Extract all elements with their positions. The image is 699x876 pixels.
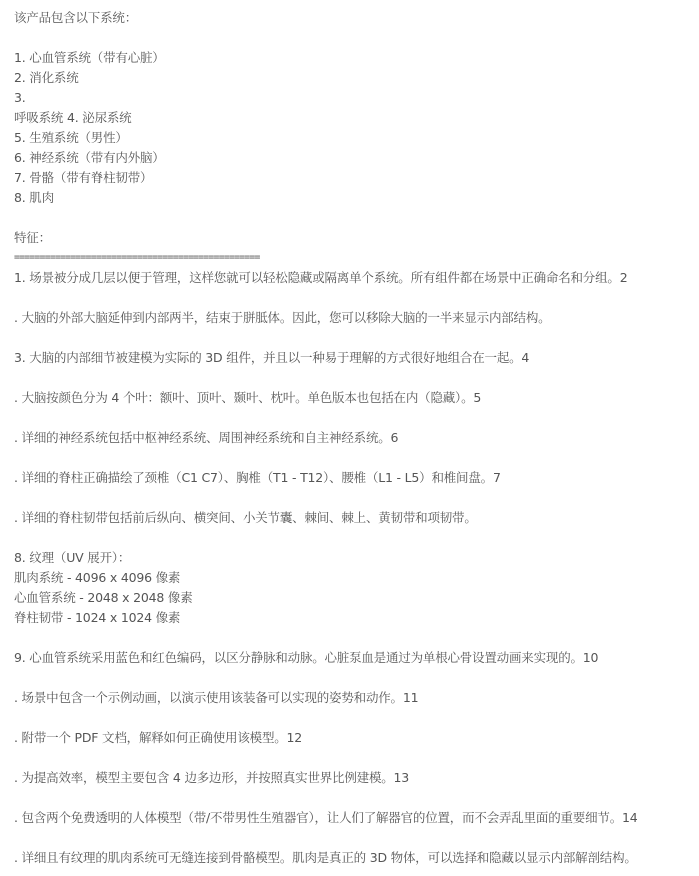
blank-line (14, 748, 694, 768)
text-line: 8. 纹理（UV 展开）： (14, 550, 131, 565)
text-line: . 附带一个 PDF 文档，解释如何正确使用该模型。12 (14, 730, 303, 745)
blank-line (14, 628, 694, 648)
text-line: 2. 消化系统 (14, 70, 79, 85)
text-line: 特征： (14, 230, 51, 245)
text-line: 6. 神经系统（带有内外脑） (14, 150, 165, 165)
text-line: . 大脑按颜色分为 4 个叶：额叶、顶叶、颞叶、枕叶。单色版本也包括在内（隐藏）。5 (14, 390, 482, 405)
blank-line (14, 28, 694, 48)
blank-line (14, 328, 694, 348)
text-line: 3. 大脑的内部细节被建模为实际的 3D 组件，并且以一种易于理解的方式很好地组合在一起。4 (14, 350, 530, 365)
blank-line (14, 408, 694, 428)
text-line: . 为提高效率，模型主要包含 4 边多边形，并按照真实世界比例建模。13 (14, 770, 410, 785)
text-line: . 场景中包含一个示例动画，以演示使用该装备可以实现的姿势和动作。11 (14, 690, 419, 705)
text-line: . 包含两个免费透明的人体模型（带/不带男性生殖器官），让人们了解器官的位置，而不会弄乱里面的重要细节。14 (14, 810, 638, 825)
text-line: 5. 生殖系统（男性） (14, 130, 128, 145)
text-line: . 详细的脊柱韧带包括前后纵向、横突间、小关节囊、棘间、棘上、黄韧带和项韧带。 (14, 510, 477, 525)
text-line: 脊柱韧带 - 1024 x 1024 像素 (14, 610, 181, 625)
text-line: 该产品包含以下系统： (14, 10, 138, 25)
blank-line (14, 488, 694, 508)
blank-line (14, 208, 694, 228)
text-line: 8. 肌肉 (14, 190, 54, 205)
text-line: 7. 骨骼（带有脊柱韧带） (14, 170, 153, 185)
blank-line (14, 368, 694, 388)
blank-line (14, 288, 694, 308)
text-line: 1. 心血管系统（带有心脏） (14, 50, 165, 65)
blank-line (14, 788, 694, 808)
text-line: . 详细且有纹理的肌肉系统可无缝连接到骨骼模型。肌肉是真正的 3D 物体，可以选择和隐藏以显示内部解剖结构。 (14, 850, 637, 865)
separator-line: ================================================ (14, 252, 260, 263)
text-line: 肌肉系统 - 4096 x 4096 像素 (14, 570, 181, 585)
blank-line (14, 528, 694, 548)
text-line: . 详细的脊柱正确描绘了颈椎（C1 C7）、胸椎（T1 - T12）、腰椎（L1 - L5）和椎间盘。7 (14, 470, 501, 485)
blank-line (14, 668, 694, 688)
text-line: 3. (14, 90, 26, 105)
product-description (14, 8, 694, 868)
text-line: 9. 心血管系统采用蓝色和红色编码，以区分静脉和动脉。心脏泵血是通过为单根心骨设置动画来实现的。10 (14, 650, 599, 665)
blank-line (14, 828, 694, 848)
blank-line (14, 448, 694, 468)
text-line: . 详细的神经系统包括中枢神经系统、周围神经系统和自主神经系统。6 (14, 430, 399, 445)
text-line: 呼吸系统 4. 泌尿系统 (14, 110, 132, 125)
blank-line (14, 708, 694, 728)
text-line: . 大脑的外部大脑延伸到内部两半，结束于胼胝体。因此，您可以移除大脑的一半来显示内部结构。 (14, 310, 551, 325)
text-line: 心血管系统 - 2048 x 2048 像素 (14, 590, 193, 605)
text-line: 1. 场景被分成几层以便于管理，这样您就可以轻松隐藏或隔离单个系统。所有组件都在场景中正确命名和分组。2 (14, 270, 628, 285)
